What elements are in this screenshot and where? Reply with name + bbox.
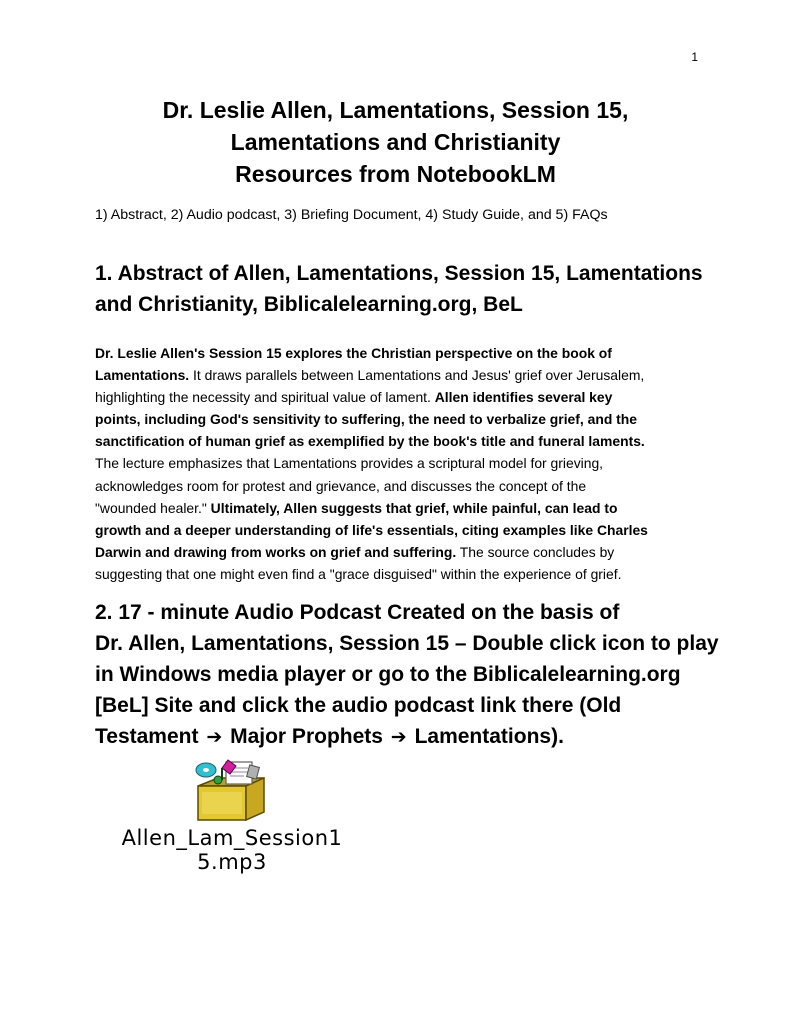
right-arrow-icon: ➔ [206,727,223,748]
document-title [0,94,791,190]
package-icon[interactable] [188,758,274,822]
page-number: 1 [691,50,698,64]
abstract-line [95,386,705,408]
abstract-line [95,430,705,452]
abstract-bold-text: growth and a deeper understanding of life's essentials, citing examples like Charles [95,521,648,538]
right-arrow-icon: ➔ [390,727,407,748]
abstract-bold-text: Dr. Leslie Allen's Session 15 explores the Christian perspective on the book of [95,345,612,361]
podcast-heading [95,597,719,753]
abstract-bold-text: Allen identifies several key [434,389,613,406]
abstract-line [95,475,705,497]
abstract-text: "wounded healer." [95,499,211,516]
abstract-bold-text: Ultimately, Allen suggests that grief, while painful, can lead to [210,499,618,516]
abstract-bold-text: points, including God's sensitivity to suffering, the need to verbalize grief, and the [95,411,638,428]
abstract-line [95,452,705,474]
abstract-bold-text: sanctification of human grief as exemplified by the book's title and funeral laments. [95,433,645,450]
abstract-line [95,342,705,364]
title-line-2: Lamentations and Christianity [230,129,561,155]
podcast-heading-line-4: [BeL] Site and click the audio podcast link there (Old [95,694,622,717]
nav-major-prophets: Major Prophets [230,725,383,748]
abstract-heading-line-1: 1. Abstract of Allen, Lamentations, Session 15, Lamentations [95,262,703,285]
abstract-paragraph [95,342,705,585]
nav-lamentations: Lamentations). [414,725,564,748]
filename-line-1: Allen_Lam_Session1 [121,826,343,850]
filename-line-2: 5.mp3 [197,850,267,874]
abstract-bold-text: Darwin and drawing from works on grief and suffering. [95,543,457,560]
abstract-line [95,563,705,585]
audio-attachment[interactable] [92,758,372,878]
abstract-text: highlighting the necessity and spiritual value of lament. [95,389,435,406]
abstract-text: suggesting that one might even find a "grace disguised" within the experience of grief. [95,565,622,582]
abstract-line [95,541,705,563]
abstract-bold-text: Lamentations. [95,367,190,384]
abstract-text: acknowledges room for protest and grievance, and discusses the concept of the [95,477,587,494]
podcast-heading-line-5 [95,721,705,753]
abstract-heading-line-2: and Christianity, Biblicalelearning.org, BeL [95,293,523,316]
podcast-heading-line-2: Dr. Allen, Lamentations, Session 15 – Double click icon to play [95,632,719,655]
abstract-text: It draws parallels between Lamentations and Jesus' grief over Jerusalem, [189,367,645,384]
nav-testament: Testament [95,725,199,748]
attachment-filename[interactable] [92,826,372,874]
contents-list: 1) Abstract, 2) Audio podcast, 3) Briefing Document, 4) Study Guide, and 5) FAQs [95,207,608,223]
abstract-line [95,364,705,386]
title-line-1: Dr. Leslie Allen, Lamentations, Session 15, [162,97,629,123]
podcast-heading-line-1: 2. 17 - minute Audio Podcast Created on the basis of [95,601,620,624]
title-line-3: Resources from NotebookLM [235,161,556,187]
abstract-text: The lecture emphasizes that Lamentations provides a scriptural model for grieving, [95,455,604,472]
abstract-line [95,497,705,519]
abstract-line [95,408,705,430]
podcast-heading-line-3: in Windows media player or go to the Biblicalelearning.org [95,663,681,686]
abstract-text: The source concludes by [456,543,615,560]
abstract-line [95,519,705,541]
abstract-heading [95,258,705,320]
